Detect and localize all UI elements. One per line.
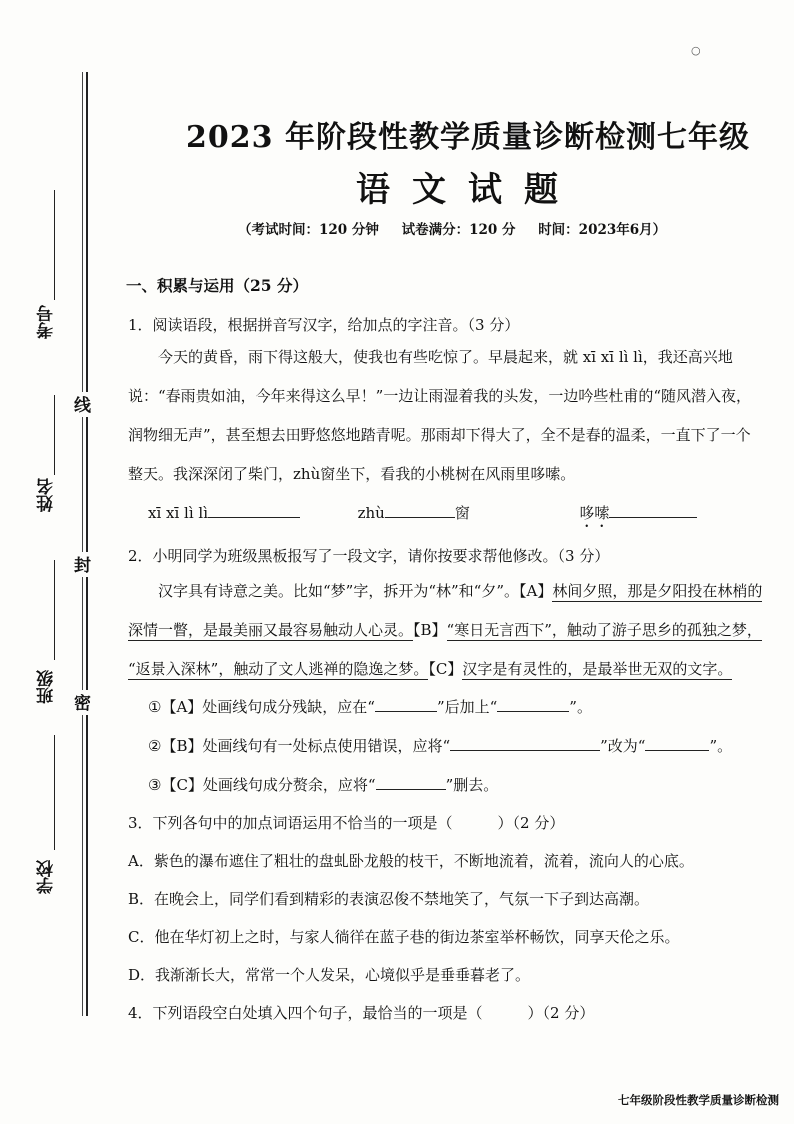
binding-line [86, 72, 88, 1016]
q2-underline-a-cont: 深情一瞥，是最美丽又最容易触动人心灵。 [128, 621, 414, 639]
q1-line-2: 说：“春雨贵如油，今年来得这么早！”一边让雨湿着我的头发，一边吟些杜甫的“随风潜入夜， [128, 387, 752, 405]
q2-underline-b: “寒日无言西下”，触动了游子思乡的孤独之梦， [446, 621, 762, 639]
q1-ans2-label: zhù [357, 504, 385, 522]
name-label: 姓名 [37, 478, 57, 512]
q2-sub-1-blank-a[interactable] [375, 697, 437, 712]
q1-ans1-blank[interactable] [208, 503, 300, 518]
exam-duration: （考试时间：120 分钟 [238, 222, 379, 238]
q2-underline-a: 林间夕照，那是夕阳投在林梢的 [552, 582, 763, 600]
q1-ans2-blank[interactable] [385, 503, 455, 518]
q2-sub-2-blank-b[interactable] [645, 736, 709, 751]
q2-sub-2-blank-a[interactable] [450, 736, 600, 751]
q2-line-1 [158, 580, 762, 601]
q1-ans2-tail: 窗 [454, 504, 470, 522]
q1-ans3-blank[interactable] [609, 503, 697, 518]
class-label: 班级 [37, 670, 57, 704]
q2-underline-b-cont: “返景入深林”，触动了文人逃禅的隐逸之梦。 [128, 660, 429, 678]
q2-sub-2-text: ②【B】处画线句有一处标点使用错误，应将“ [148, 737, 451, 755]
q2-sub-1-text: ①【A】处画线句成分残缺，应在“ [148, 698, 375, 716]
q4-prompt: 4．下列语段空白处填入四个句子，最恰当的一项是（ ）（2 分） [128, 1004, 595, 1022]
class-blank[interactable] [54, 560, 55, 660]
q1-answer-row [148, 502, 697, 531]
exam-info [238, 218, 684, 238]
paper-subtitle: 语文试题 [356, 170, 580, 210]
q2-mark-c: 【C】 [428, 660, 463, 678]
q2-sub-2-end: ”。 [709, 737, 733, 755]
q1-line-3: 润物细无声”，甚至想去田野悠悠地踏青呢。那雨却下得大了，全不是春的温柔，一直下了一个 [128, 426, 751, 444]
q3-option-a[interactable]: A．紫色的瀑布遮住了粗壮的盘虬卧龙般的枝干，不断地流着，流着，流向人的心底。 [128, 852, 694, 870]
q1-prompt: 1．阅读语段，根据拼音写汉字，给加点的字注音。（3 分） [128, 316, 520, 334]
q2-line-3 [128, 658, 732, 679]
exam-full-score: 试卷满分：120 分 [401, 222, 516, 238]
q2-sub-3-end: ”删去。 [445, 776, 499, 794]
q2-prompt: 2．小明同学为班级黑板报写了一段文字，请你按要求帮他修改。（3 分） [128, 547, 610, 565]
binding-strip [0, 0, 110, 1124]
q3-prompt: 3．下列各句中的加点词语运用不恰当的一项是（ ）（2 分） [128, 814, 565, 832]
name-blank[interactable] [54, 395, 55, 475]
q1-ans3-label: 哆嗦 [579, 504, 610, 522]
q2-mark-b: 【B】 [413, 621, 447, 639]
q2-sub-1-end: ”。 [569, 698, 592, 716]
q2-line-1-text: 汉字具有诗意之美。比如“梦”字，拆开为“林”和“夕”。【A】 [158, 582, 553, 600]
q2-sub-2-mid: ”改为“ [600, 737, 646, 755]
q2-sub-3-blank[interactable] [376, 775, 446, 790]
q1-ans1-label: xī xī lì lì [148, 504, 209, 522]
seal-char-xian: 线 [68, 392, 93, 417]
binding-line-inner [82, 72, 83, 1016]
exam-date: 时间：2023年6月） [538, 222, 667, 238]
q2-sub-3 [148, 774, 498, 795]
q2-sub-2 [148, 735, 732, 756]
corner-mark: ○ [691, 44, 701, 57]
school-label: 学校 [37, 860, 57, 894]
seal-char-feng: 封 [68, 552, 93, 577]
q2-underline-c: 汉字是有灵性的，是最举世无双的文字。 [462, 660, 733, 678]
q2-sub-3-text: ③【C】处画线句成分赘余，应将“ [148, 776, 376, 794]
q1-line-4: 整天。我深深闭了柴门，zhù窗坐下，看我的小桃树在风雨里哆嗦。 [128, 465, 576, 483]
section-heading: 一、积累与运用（25 分） [126, 276, 308, 295]
exam-number-label: 考号 [37, 305, 57, 339]
paper-title: 2023 年阶段性教学质量诊断检测七年级 [186, 120, 750, 155]
q3-option-d[interactable]: D．我渐渐长大，常常一个人发呆，心境似乎是垂垂暮老了。 [128, 966, 531, 984]
q2-sub-1-blank-b[interactable] [497, 697, 569, 712]
q2-sub-1-mid: ”后加上“ [436, 698, 498, 716]
seal-char-mi: 密 [68, 690, 93, 715]
q3-option-c[interactable]: C．他在华灯初上之时，与家人徜徉在蓝子巷的街边茶室举杯畅饮，同享天伦之乐。 [128, 928, 680, 946]
q2-line-2 [128, 619, 762, 640]
q1-line-1: 今天的黄昏，雨下得这般大，使我也有些吃惊了。早晨起来，就 xī xī lì lì，我还高兴地 [158, 348, 733, 366]
q2-sub-1 [148, 696, 592, 717]
school-blank[interactable] [54, 735, 55, 850]
exam-number-blank[interactable] [54, 190, 55, 300]
page-footer: 七年级阶段性教学质量诊断检测 [618, 1093, 779, 1107]
q3-option-b[interactable]: B．在晚会上，同学们看到精彩的表演忍俊不禁地笑了，气氛一下子到达高潮。 [128, 890, 650, 908]
